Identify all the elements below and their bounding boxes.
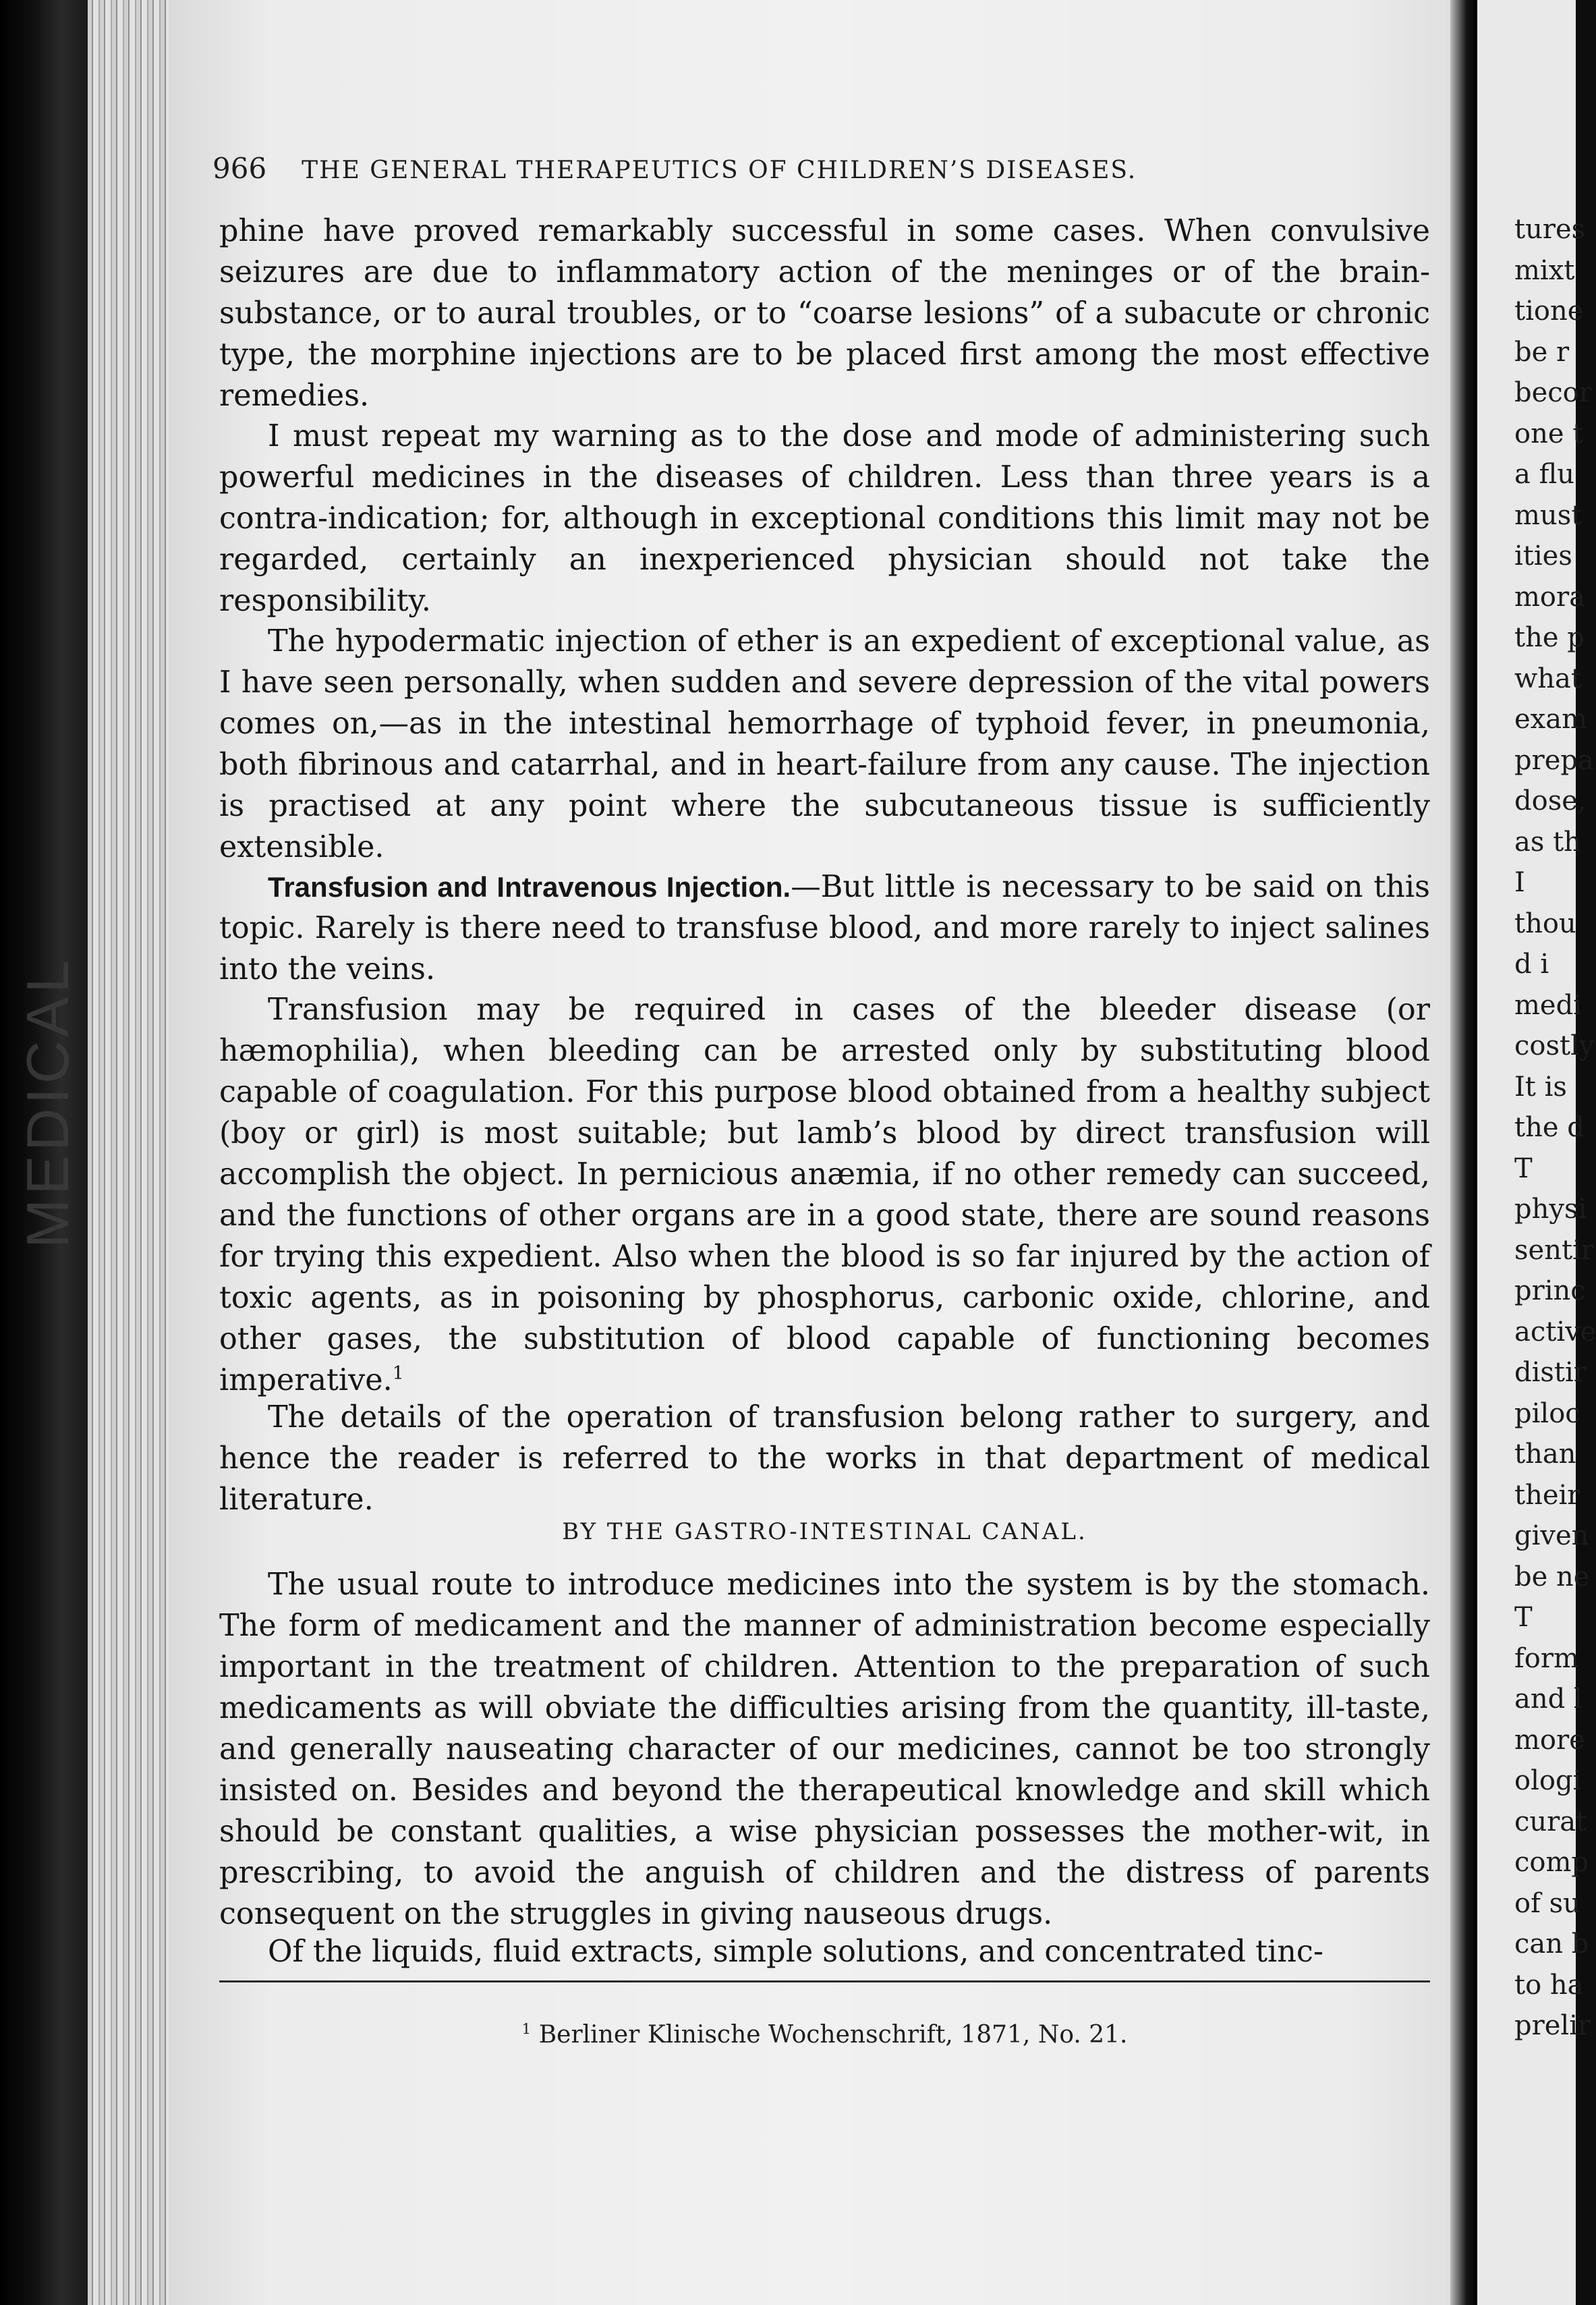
running-header (212, 152, 1352, 185)
subsection-heading: Transfusion and Intravenous Injection. (268, 871, 791, 903)
facing-page-fragment: must (1514, 499, 1583, 531)
footnote-mark: 1 (521, 2021, 532, 2038)
facing-page-fragment: be ne (1514, 1561, 1590, 1592)
paragraph-3: The hypodermatic injection of ether is an expedient of exceptional value, as I have seen personally, when sudden and severe depression of the vital powers comes on,—as in the intestinal hemorrhage of typhoid fever, in pneumonia, both fibrinous and catarrhal, and in heart-failure from any cause. The injection is practised at any point where the subcutaneous tissue is sufficiently extensible. (219, 624, 1430, 864)
section-heading: BY THE GASTRO-INTESTINAL CANAL. (562, 1518, 1087, 1545)
facing-page-fragment: mora (1514, 581, 1585, 613)
facing-page-fragment: their (1514, 1479, 1580, 1511)
footnote-text: Berliner Klinische Wochenschrift, 1871, No. 21. (538, 2021, 1128, 2049)
facing-page-fragment: form (1514, 1642, 1579, 1674)
facing-page-fragment: distir (1514, 1357, 1587, 1388)
facing-page-fragment: the d (1514, 1112, 1585, 1143)
book-gutter (1450, 0, 1477, 2305)
facing-page-fragment: comp (1514, 1847, 1589, 1878)
facing-page-fragment: T (1514, 1602, 1533, 1633)
facing-page-fragment: princ (1514, 1275, 1586, 1306)
facing-page-fragment: tione (1514, 296, 1584, 327)
facing-page-fragment: mixt (1514, 254, 1575, 286)
facing-page-fragment: ologi (1514, 1765, 1582, 1796)
paragraph-4 (219, 866, 1430, 990)
spine-lettering: MEDICAL (14, 955, 81, 1248)
running-title: THE GENERAL THERAPEUTICS OF CHILDREN’S DISEASES. (302, 157, 1137, 184)
facing-page-fragment: to ha (1514, 1969, 1584, 2001)
page-number: 966 (212, 152, 267, 185)
facing-page (1477, 0, 1596, 2305)
facing-page-fragment: sentir (1514, 1234, 1594, 1266)
paragraph-5 (219, 989, 1430, 1401)
facing-page-fragment: one t (1514, 418, 1584, 449)
facing-page-fragment: prepa (1514, 744, 1594, 776)
paragraph-5-text: Transfusion may be required in cases of the bleeder disease (or hæmophilia), when bleeding can be arrested only by substituting blood capable of coagulation. For this purpose blood obtained from a healthy subject (boy or girl) is most suitable; but lamb’s blood by direct transfusion will accomplish the object. In pernicious anæmia, if no other remedy can succeed, and the functions of other organs are in a good state, there are sound reasons for trying this expedient. Also when the blood is so far injured by the action of toxic agents, as in poisoning by phosphorus, carbonic oxide, chlorine, and other gases, the substitution of blood capable of functioning becomes imperative. (219, 993, 1430, 1397)
footnote-rule (219, 1980, 1430, 1982)
facing-page-fragment: physi (1514, 1194, 1587, 1225)
facing-page-fragment: what (1514, 663, 1582, 694)
facing-page-fragment: dose, (1514, 785, 1587, 816)
facing-page-fragment: curat (1514, 1806, 1587, 1837)
facing-page-fragment: piloc (1514, 1397, 1580, 1429)
facing-page-fragment: T (1514, 1152, 1533, 1184)
facing-page-fragment: and l (1514, 1684, 1583, 1715)
facing-page-fragment: of su (1514, 1887, 1580, 1919)
facing-page-fragment: becor (1514, 377, 1592, 408)
facing-page-fragment: d i (1514, 949, 1549, 980)
paragraph-1: phine have proved remarkably successful in some cases. When convulsive seizures are due to inflammatory action of the meninges or of the brain-substance, or to aural troubles, or to “coarse lesions” of a subacute or chronic type, the morphine injections are to be placed first among the most effective remedies. (219, 214, 1430, 413)
footnote (219, 2021, 1430, 2049)
facing-page-fragment: costly (1514, 1030, 1595, 1061)
paragraph-6: The details of the operation of transfusion belong rather to surgery, and hence the reader is referred to the works in that department of medical literature. (219, 1400, 1430, 1517)
facing-page-fragment: exam (1514, 704, 1588, 735)
paragraph-4-text: —But little is necessary to be said on this topic. Rarely is there need to transfuse blood, and more rarely to inject salines into the veins. (219, 870, 1430, 987)
facing-page-fragment: than (1514, 1439, 1576, 1470)
facing-page-fragment: be r (1514, 336, 1570, 368)
facing-page-fragment: thou (1514, 908, 1576, 939)
facing-page-fragment: given (1514, 1520, 1589, 1551)
paragraph-2: I must repeat my warning as to the dose and mode of administering such powerful medicines in the diseases of children. Less than three years is a contra-indication; for, although in exceptional conditions this limit may not be regarded, certainly an inexperienced physician should not take the responsibility. (219, 419, 1430, 618)
facing-page-fragment: active (1514, 1316, 1596, 1348)
paragraph-8: Of the liquids, fluid extracts, simple solutions, and concentrated tinc- (268, 1935, 1323, 1969)
facing-page-fragment: medi (1514, 989, 1582, 1021)
facing-page-fragment: as th (1514, 826, 1581, 858)
facing-page-fragment: the p (1514, 622, 1585, 653)
facing-page-fragment: prelir (1514, 2010, 1591, 2041)
facing-page-fragment: ities (1514, 540, 1572, 572)
facing-page-fragment: more (1514, 1724, 1585, 1756)
facing-page-fragment: can b (1514, 1928, 1589, 1960)
facing-page-fragment: I (1514, 867, 1525, 898)
paragraph-7: The usual route to introduce medicines into the system is by the stomach. The form of medicament and the manner of administration become especially important in the treatment of children. Attention to the preparation of such medicaments as will obviate the difficulties arising from the quantity, ill-taste, and generally nauseating character of our medicines, cannot be too strongly insisted on. Besides and beyond the therapeutical knowledge and skill which should be constant qualities, a wise physician possesses the mother-wit, in prescribing, to avoid the anguish of children and the distress of parents consequent on the struggles in giving nauseous drugs. (219, 1567, 1430, 1931)
facing-page-fragment: It is (1514, 1071, 1567, 1103)
book-spine (0, 0, 88, 2305)
footnote-reference: 1 (392, 1363, 404, 1385)
facing-page-fragment: a flu (1514, 459, 1575, 490)
page-edges (88, 0, 169, 2305)
facing-page-fragment: tures (1514, 214, 1586, 245)
